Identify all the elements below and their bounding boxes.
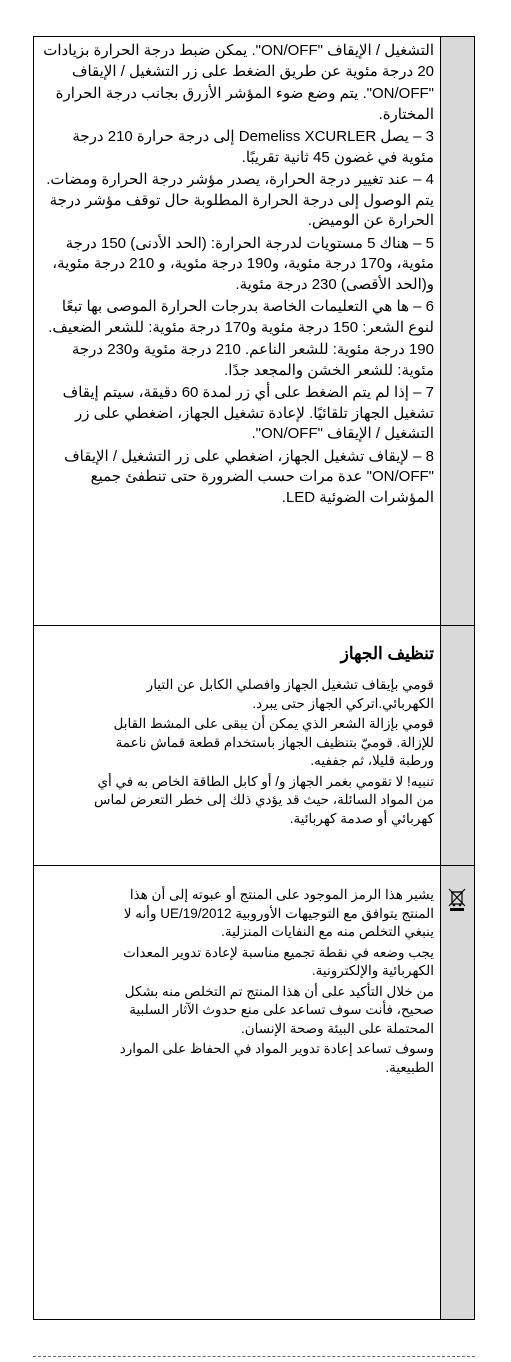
recycling-row [34, 866, 474, 1319]
crossed-out-wheelie-bin-icon [448, 888, 466, 912]
side-column [440, 37, 474, 625]
section-title: تنظيف الجهاز [340, 644, 434, 663]
instruction-paragraph: 6 – ها هي التعليمات الخاصة بدرجات الحرارة الموصى بها تبعًا لنوع الشعر: 150 درجة مئوية و170 درجة مئوية: للشعر الضعيف. [48, 298, 434, 336]
recycling-paragraph: من خلال التأكيد على أن هذا المنتج تم التخلص منه بشكل صحيح، فأنت سوف تساعد على منع حدوث الآثار السلبية المحتملة على البيئة وصحة الإنسان. [124, 983, 434, 1036]
instructions-row [34, 37, 474, 626]
instruction-paragraph: "ON/OFF". يتم وضع ضوء المؤشر الأزرق بجانب درجة الحرارة المختارة. [55, 85, 434, 123]
instruction-paragraph: 3 – يصل Demeliss XCURLER إلى درجة حرارة 210 درجة مئوية في غضون 45 ثانية تقريبًا. [72, 128, 434, 166]
instruction-paragraph: 4 – عند تغيير درجة الحرارة، يصدر مؤشر درجة الحرارة ومضات. يتم الوصول إلى درجة الحرارة المطلوبة حال توقف مؤشر درجة الحرارة عن الوميض. [46, 171, 434, 229]
cleaning-paragraph: تنبيه! لا تقومي بغمر الجهاز و/ أو كابل الطاقة الخاص به في أي من المواد السائلة، حيث قد يؤدي ذلك إلى خطر التعرض لماس كهربائي أو صدمة كهربائية. [93, 773, 434, 826]
instruction-paragraph: 5 – هناك 5 مستويات لدرجة الحرارة: (الحد الأدنى) 150 درجة مئوية، و170 درجة مئوية، و190 درجة مئوية، و 210 درجة مئوية، و(الحد الأقصى) 230 درجة مئوية. [52, 234, 434, 293]
page-divider [33, 1356, 475, 1357]
recycling-paragraph: يشير هذا الرمز الموجود على المنتج أو عبوته إلى أن هذا المنتج يتوافق مع التوجيهات الأوروبية UE/19/2012 وأنه لا ينبغي التخلص منه مع النفايات المنزلية. [123, 887, 434, 939]
recycling-paragraph: وسوف تساعد إعادة تدوير المواد في الحفاظ على الموارد الطبيعية. [119, 1041, 434, 1075]
instruction-paragraph: 8 – لإيقاف تشغيل الجهاز، اضغطي على زر التشغيل / الإيقاف "ON/OFF" عدة مرات حسب الضرورة حتى تنطفئ جميع المؤشرات الضوئية LED. [64, 447, 434, 506]
instructions-content [34, 37, 440, 625]
recycling-content [34, 866, 440, 1319]
instruction-paragraph: التشغيل / الإيقاف "ON/OFF". يمكن ضبط درجة الحرارة بزيادات 20 درجة مئوية عن طريق الضغط على زر التشغيل / الإيقاف [43, 42, 434, 80]
cleaning-paragraph: قومي بإيقاف تشغيل الجهاز وافصلي الكابل عن التيار الكهربائي.اتركي الجهاز حتى يبرد. [146, 677, 434, 711]
side-column [440, 866, 474, 1319]
document-table [33, 36, 475, 1320]
cleaning-paragraph: قومي بإزالة الشعر الذي يمكن أن يبقى على المشط القابل للإزالة. قوميّ بتنظيف الجهاز باستخدام قطعة قماش ناعمة ورطبة قليلا، ثم جففيه. [113, 716, 434, 768]
instruction-paragraph: 7 – إذا لم يتم الضغط على أي زر لمدة 60 دقيقة، سيتم إيقاف تشغيل الجهاز تلقائيًا. لإعادة تشغيل الجهاز، اضغطي على زر التشغيل / الإيقاف "ON/OFF". [62, 384, 434, 442]
recycling-paragraph: يجب وضعه في نقطة تجميع مناسبة لإعادة تدوير المعدات الكهربائية والإلكترونية. [123, 944, 434, 978]
cleaning-row [34, 626, 474, 866]
side-column [440, 626, 474, 865]
instruction-paragraph: 190 درجة مئوية: للشعر الناعم. 210 درجة مئوية و230 درجة مئوية: للشعر الخشن والمجعد جدًا. [71, 341, 434, 379]
cleaning-content [34, 626, 440, 865]
